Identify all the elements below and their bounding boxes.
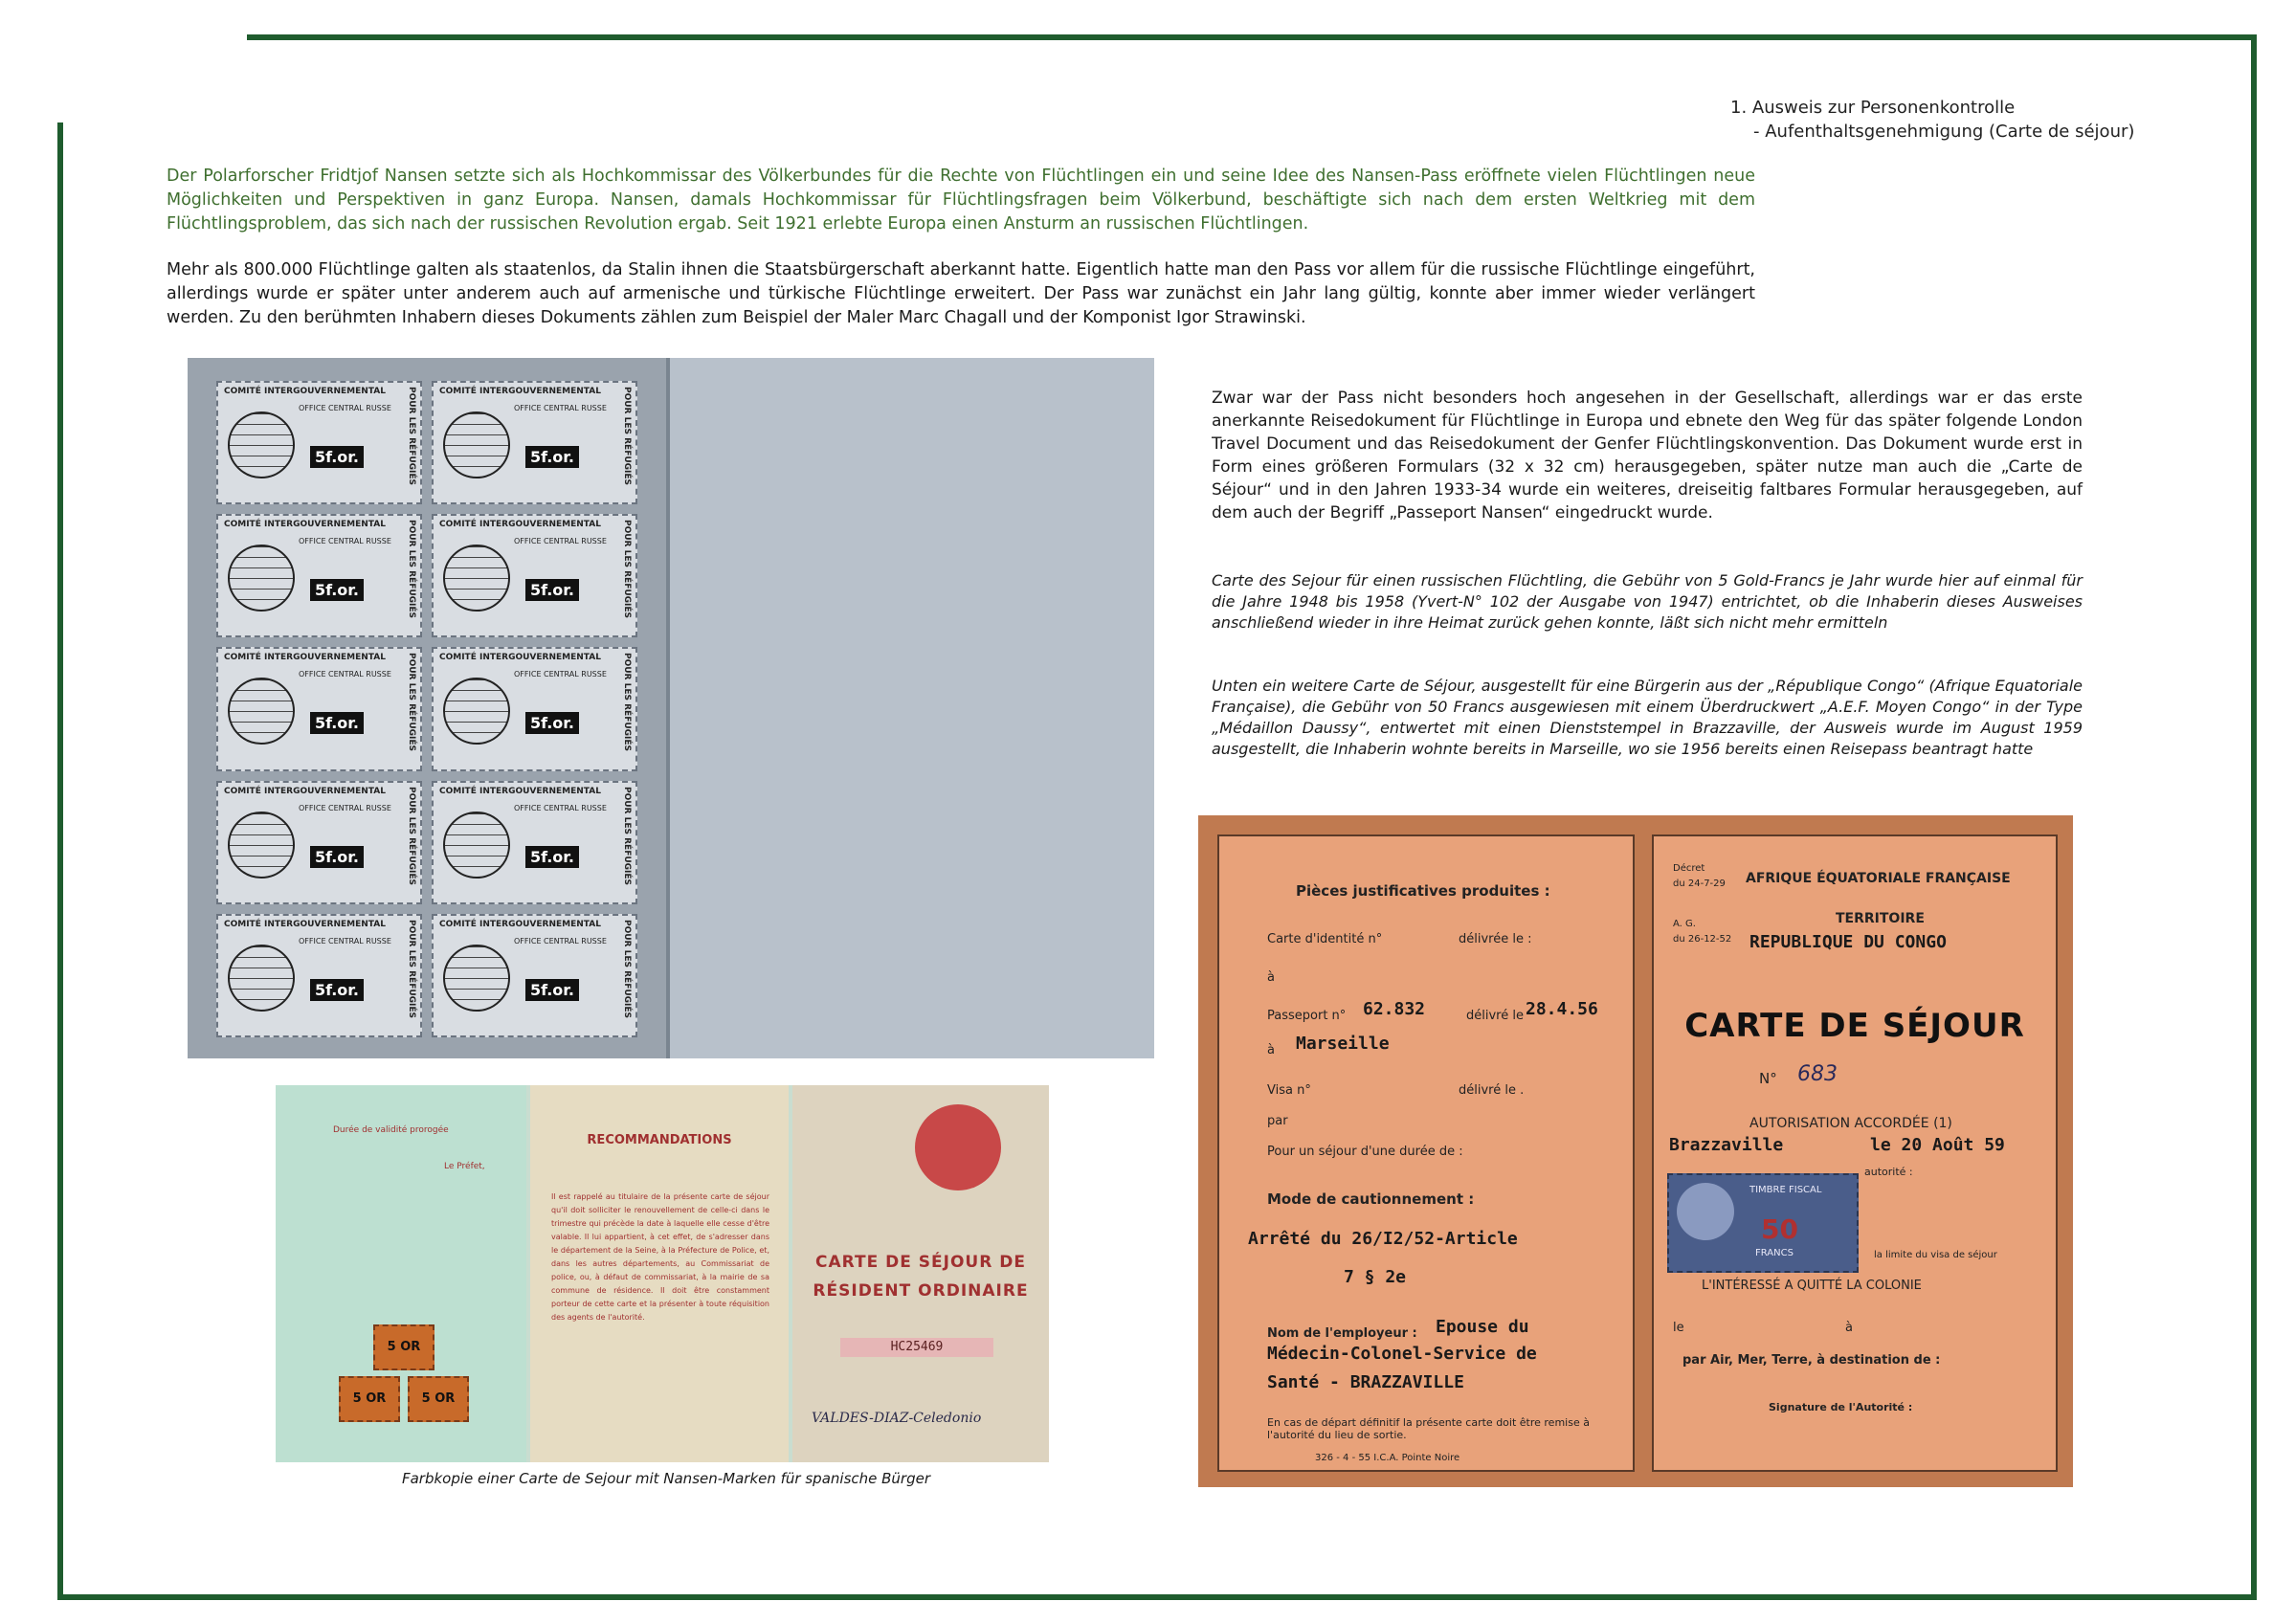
- nansen-stamp: [432, 781, 637, 904]
- globe-icon: [228, 678, 295, 745]
- delivre-visa-label: délivré le .: [1459, 1083, 1525, 1098]
- medaillon-daussy: [1677, 1183, 1734, 1240]
- stamp-value: 5f.or.: [310, 979, 364, 1001]
- stamp-page: [188, 358, 666, 1058]
- nansen-stamp-grid: [216, 381, 637, 1037]
- stamp-side-text: POUR LES RÉFUGIÉS: [622, 653, 632, 752]
- caption-russian-card: Carte des Sejour für einen russischen Flüchtling, die Gebühr von 5 Gold-Francs je Jahr wurde hier auf einmal für die Jahre 1948 bis 1958 (Yvert-N° 102 der Ausgabe von 1947) entrichtet, ob die Inhaberin dieses Ausweises anschließend wieder in ihre Heimat zurück gehen konnte, läßt sich nicht mehr ermitteln: [1212, 571, 2083, 632]
- reputation-paragraph: Zwar war der Pass nicht besonders hoch angesehen in der Gesellschaft, allerdings war er das erste anerkannte Reisedokument für Flüchtlinge in Europa und ebnete den Weg für das später folgende London Travel Document und das Reisedokument der Genfer Flüchtlingskonvention. Das Dokument wurde erst in Form eines größeren Formulars (32 x 32 cm) herausgegeben, später nutze man auch die „Carte de Séjour“ und in den Jahren 1933-34 wurde ein weiteres, dreiseitig faltbares Formular herausgegeben, auf dem auch der Begriff „Passeport Nansen“ eingedruckt wurde.: [1212, 389, 2083, 523]
- frame-bottom-border: [57, 1594, 2257, 1600]
- stamp-title: COMITÉ INTERGOUVERNEMENTAL: [439, 786, 601, 796]
- stamp-subtitle: OFFICE CENTRAL RUSSE: [514, 936, 607, 945]
- validity-label: Durée de validité prorogée: [333, 1125, 449, 1135]
- city-marseille: Marseille: [1296, 1034, 1390, 1054]
- stamp-subtitle: OFFICE CENTRAL RUSSE: [299, 936, 391, 945]
- globe-icon: [228, 812, 295, 879]
- autorite-label: autorité :: [1864, 1166, 1913, 1178]
- nansen-stamp: 5 OR: [408, 1376, 469, 1422]
- stamp-subtitle: OFFICE CENTRAL RUSSE: [514, 404, 607, 412]
- heading-line-1: 1. Ausweis zur Personenkontrolle: [1730, 98, 2016, 118]
- stamp-value: 5f.or.: [525, 846, 579, 868]
- stamp-title: COMITÉ INTERGOUVERNEMENTAL: [224, 786, 386, 796]
- carte-sejour-page: [1652, 834, 2058, 1472]
- nansen-stamp: 5 OR: [373, 1324, 434, 1370]
- nansen-stamp: 5 OR: [339, 1376, 400, 1422]
- stamp-side-text: POUR LES RÉFUGIÉS: [407, 653, 416, 752]
- stamp-value: 5f.or.: [310, 712, 364, 734]
- globe-icon: [443, 812, 510, 879]
- issue-date: le 20 Août 59: [1870, 1135, 2005, 1155]
- employeur-line-1: Epouse du: [1436, 1317, 1529, 1337]
- territoire-label: TERRITOIRE: [1836, 911, 1925, 926]
- republique-congo: REPUBLIQUE DU CONGO: [1749, 932, 1947, 952]
- passeport-date: 28.4.56: [1526, 999, 1598, 1019]
- justificatives-page: [1217, 834, 1635, 1472]
- globe-icon: [443, 945, 510, 1012]
- nansen-stamp: [216, 514, 422, 637]
- timbre-currency: FRANCS: [1755, 1248, 1794, 1258]
- stamp-title: COMITÉ INTERGOUVERNEMENTAL: [439, 919, 601, 929]
- stamp-subtitle: OFFICE CENTRAL RUSSE: [514, 537, 607, 546]
- stamp-title: COMITÉ INTERGOUVERNEMENTAL: [224, 919, 386, 929]
- globe-icon: [443, 678, 510, 745]
- stamp-title: COMITÉ INTERGOUVERNEMENTAL: [439, 653, 601, 663]
- stamp-title: COMITÉ INTERGOUVERNEMENTAL: [224, 387, 386, 396]
- stamp-subtitle: OFFICE CENTRAL RUSSE: [514, 670, 607, 679]
- le-label: le: [1673, 1321, 1684, 1335]
- validity-panel: [276, 1085, 526, 1462]
- signature-label: Signature de l'Autorité :: [1769, 1401, 1913, 1413]
- nansen-stamp: [216, 381, 422, 504]
- card-number: 683: [1797, 1062, 1838, 1086]
- stamp-value: 5f.or.: [525, 979, 579, 1001]
- article-text: 7 § 2e: [1344, 1267, 1407, 1287]
- nansen-stamp: [432, 514, 637, 637]
- a-label: à: [1267, 1043, 1275, 1057]
- cautionnement-label: Mode de cautionnement :: [1267, 1190, 1475, 1208]
- card-title-line-1: CARTE DE SÉJOUR DE: [815, 1253, 1026, 1272]
- stamp-side-text: POUR LES RÉFUGIÉS: [407, 786, 416, 885]
- cover-panel: [792, 1085, 1049, 1462]
- recommendations-panel: [530, 1085, 789, 1462]
- delivree-label: délivrée le :: [1459, 932, 1532, 946]
- timbre-label: TIMBRE FISCAL: [1749, 1185, 1822, 1195]
- passeport-number: 62.832: [1363, 999, 1426, 1019]
- card-title: [792, 1248, 1049, 1305]
- republique-francaise-seal: [915, 1104, 1001, 1190]
- pieces-title: Pièces justificatives produites :: [1296, 882, 1550, 900]
- passeport-label: Passeport n°: [1267, 1009, 1347, 1023]
- nansen-stamp: [432, 381, 637, 504]
- stamp-side-text: POUR LES RÉFUGIÉS: [407, 387, 416, 486]
- stamp-side-text: POUR LES RÉFUGIÉS: [622, 520, 632, 619]
- heading-line-2: - Aufenthaltsgenehmigung (Carte de séjour): [1753, 122, 2135, 142]
- globe-icon: [443, 545, 510, 612]
- globe-icon: [228, 945, 295, 1012]
- ag-date: du 26-12-52: [1673, 934, 1732, 945]
- holder-name: VALDES-DIAZ-Celedonio: [812, 1411, 982, 1426]
- intro-paragraph: Der Polarforscher Fridtjof Nansen setzte sich als Hochkommissar des Völkerbundes für die Rechte von Flüchtlingen ein und seine Idee des Nansen-Pass eröffnete vielen Flüchtlingen neue Möglichkeiten und Perspektiven in ganz Europa. Nansen, damals Hochkommissar für Flüchtlingsfragen beim Völkerbund, beschäftigte sich nach dem ersten Weltkrieg mit dem Flüchtlingsproblem, das sich nach der russischen Revolution ergab. Seit 1921 erlebte Europa einen Ansturm an russischen Flüchtlingen.: [167, 167, 1755, 234]
- stamp-side-text: POUR LES RÉFUGIÉS: [407, 919, 416, 1018]
- sejour-duration-label: Pour un séjour d'une durée de :: [1267, 1145, 1463, 1159]
- stamp-side-text: POUR LES RÉFUGIÉS: [622, 919, 632, 1018]
- photo-carte-sejour-congo: [1198, 815, 2073, 1487]
- frame-right-border: [2251, 34, 2257, 1600]
- photo-carte-resident-privilegie: [188, 358, 1154, 1058]
- stamp-value: 5f.or.: [525, 579, 579, 601]
- stamp-value: 5f.or.: [525, 712, 579, 734]
- card-cover: [670, 358, 1154, 1058]
- nansen-stamp: [216, 914, 422, 1037]
- frame-left-border: [57, 122, 63, 1600]
- globe-icon: [228, 412, 295, 478]
- aef-title: AFRIQUE ÉQUATORIALE FRANÇAISE: [1746, 871, 2011, 886]
- stamp-value: 5f.or.: [310, 446, 364, 468]
- photo-carte-resident-ordinaire: [276, 1085, 1049, 1462]
- carte-sejour-title: CARTE DE SÉJOUR: [1684, 1007, 2025, 1045]
- nansen-stamp: [432, 914, 637, 1037]
- frame-top-border: [247, 34, 2257, 40]
- stamp-side-text: POUR LES RÉFUGIÉS: [622, 387, 632, 486]
- section-heading: [1730, 96, 2228, 144]
- autorisation-label: AUTORISATION ACCORDÉE (1): [1749, 1116, 1952, 1131]
- decret-date: du 24-7-29: [1673, 879, 1726, 889]
- timbre-fiscal-stamp: [1667, 1173, 1859, 1273]
- depart-notice: En cas de départ définitif la présente carte doit être remise à l'autorité du lieu de sortie.: [1267, 1416, 1590, 1441]
- stamp-title: COMITÉ INTERGOUVERNEMENTAL: [224, 653, 386, 663]
- caption-congo-card: Unten ein weitere Carte de Séjour, ausgestellt für eine Bürgerin aus der „République Congo“ (Afrique Equatoriale Française), die Gebühr von 50 Francs ausgewiesen mit einem Überdruckwert „A.E.F. Moyen Congo“ in der Type „Médaillon Daussy“, entwertet mit einen Dienststempel in Brazzaville, der Ausweis wurde im August 1959 ausgestellt, die Inhaberin wohnte bereits in Marseille, wo sie 1956 bereits einen Reisepass beantragt hatte: [1212, 677, 2083, 758]
- arrete-text: Arrêté du 26/I2/52-Article: [1248, 1229, 1518, 1249]
- stamp-value: 5f.or.: [310, 846, 364, 868]
- nansen-stamp: [216, 647, 422, 770]
- refugees-paragraph: Mehr als 800.000 Flüchtlinge galten als staatenlos, da Stalin ihnen die Staatsbürgerschaft aberkannt hatte. Eigentlich hatte man den Pass vor allem für die russische Flüchtlinge eingeführt, allerdings wurde er später unter anderem auch auf armenische und türkische Flüchtlinge erweitert. Der Pass war zunächst ein Jahr lang gültig, konnte aber immer wieder verlängert werden. Zu den berühmten Inhabern dieses Dokuments zählen zum Beispiel der Maler Marc Chagall und der Komponist Igor Strawinski.: [167, 260, 1755, 327]
- destination-label: par Air, Mer, Terre, à destination de :: [1682, 1353, 1941, 1368]
- visa-label: Visa n°: [1267, 1083, 1311, 1098]
- imprint: 326 - 4 - 55 I.C.A. Pointe Noire: [1315, 1453, 1460, 1463]
- employeur-line-2: Médecin-Colonel-Service de: [1267, 1344, 1537, 1364]
- limite-label: la limite du visa de séjour: [1874, 1250, 1997, 1260]
- recommendations-body: Il est rappelé au titulaire de la présente carte de séjour qu'il doit solliciter le renouvellement de celle-ci dans le trimestre qui précède la date à laquelle elle cesse d'être valable. Il lui appartient, à cet effet, de s'adresser dans le département de la Seine, à la Préfecture de Police, et, dans les autres départements, au Commissariat de police, ou, à défaut de commissariat, à la mairie de sa commune de résidence. Il doit être constamment porteur de cette carte et la présenter à toute réquisition des agents de l'autorité.: [551, 1192, 769, 1322]
- number-label: N°: [1759, 1070, 1777, 1087]
- issuing-city: Brazzaville: [1669, 1135, 1784, 1155]
- stamp-subtitle: OFFICE CENTRAL RUSSE: [299, 537, 391, 546]
- prefet-label: Le Préfet,: [444, 1162, 485, 1171]
- globe-icon: [228, 545, 295, 612]
- ag-label: A. G.: [1673, 919, 1696, 929]
- spanish-stamps: [339, 1324, 473, 1430]
- employeur-label: Nom de l'employeur :: [1267, 1326, 1417, 1341]
- card-number: HC25469: [840, 1338, 993, 1357]
- stamp-side-text: POUR LES RÉFUGIÉS: [407, 520, 416, 619]
- nansen-stamp: [432, 647, 637, 770]
- stamp-subtitle: OFFICE CENTRAL RUSSE: [514, 803, 607, 812]
- stamp-value: 5f.or.: [525, 446, 579, 468]
- stamp-value: 5f.or.: [310, 579, 364, 601]
- stamp-subtitle: OFFICE CENTRAL RUSSE: [299, 670, 391, 679]
- recommendations-title: RECOMMANDATIONS: [587, 1133, 732, 1147]
- stamp-subtitle: OFFICE CENTRAL RUSSE: [299, 803, 391, 812]
- quitte-label: L'INTÉRESSÉ A QUITTÉ LA COLONIE: [1702, 1279, 1922, 1293]
- a-label: à: [1845, 1321, 1853, 1335]
- delivre-passeport-label: délivré le: [1466, 1009, 1524, 1023]
- stamp-title: COMITÉ INTERGOUVERNEMENTAL: [224, 520, 386, 530]
- caption-spanish-card: Farbkopie einer Carte de Sejour mit Nansen-Marken für spanische Bürger: [401, 1470, 931, 1487]
- timbre-value: 50: [1761, 1213, 1798, 1245]
- stamp-title: COMITÉ INTERGOUVERNEMENTAL: [439, 387, 601, 396]
- card-title-line-2: RÉSIDENT ORDINAIRE: [813, 1281, 1029, 1301]
- carte-identite-label: Carte d'identité n°: [1267, 932, 1383, 946]
- stamp-subtitle: OFFICE CENTRAL RUSSE: [299, 404, 391, 412]
- globe-icon: [443, 412, 510, 478]
- employeur-line-3: Santé - BRAZZAVILLE: [1267, 1372, 1464, 1392]
- a-label: à: [1267, 970, 1275, 985]
- par-label: par: [1267, 1114, 1288, 1128]
- stamp-side-text: POUR LES RÉFUGIÉS: [622, 786, 632, 885]
- decret-label: Décret: [1673, 863, 1705, 874]
- stamp-title: COMITÉ INTERGOUVERNEMENTAL: [439, 520, 601, 530]
- nansen-stamp: [216, 781, 422, 904]
